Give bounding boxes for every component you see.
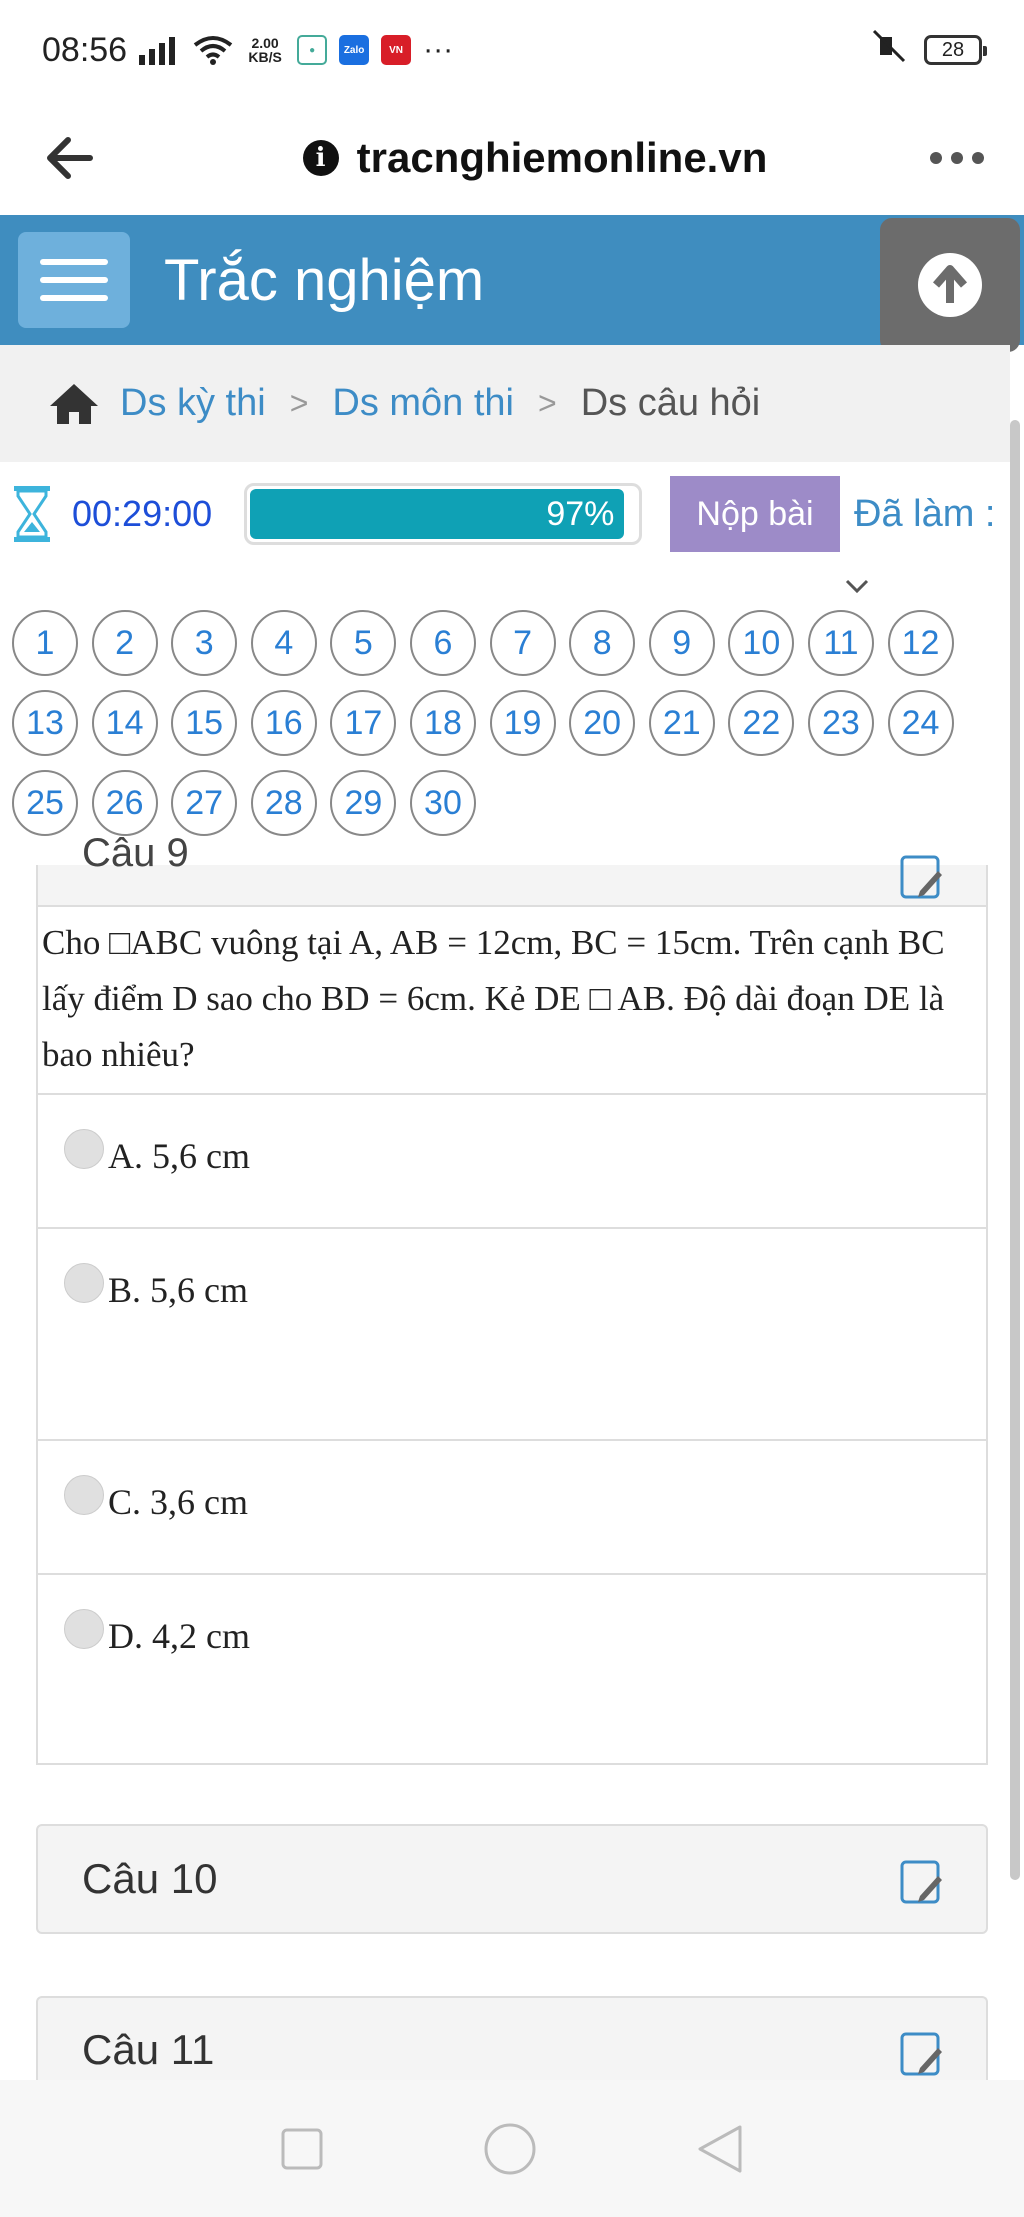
signal-icon [139,35,181,65]
breadcrumb-current: Ds câu hỏi [580,382,761,424]
answer-label: A. 5,6 cm [108,1136,250,1176]
question-card [36,831,988,1765]
question-title: Câu 10 [82,1855,218,1902]
question-number-button[interactable]: 25 [12,770,78,836]
url-bar[interactable] [140,134,930,182]
question-number-button[interactable]: 14 [92,690,158,756]
back-button-icon[interactable] [696,2124,744,2174]
question-number-button[interactable]: 20 [569,690,635,756]
question-number-button[interactable]: 28 [251,770,317,836]
question-number-button[interactable]: 8 [569,610,635,676]
question-number-button[interactable]: 27 [171,770,237,836]
status-time: 08:56 [42,30,128,69]
answer-label: B. 5,6 cm [108,1270,248,1310]
info-icon[interactable]: i [303,140,339,176]
question-number-button[interactable]: 29 [330,770,396,836]
question-number-button[interactable]: 18 [410,690,476,756]
question-number-button[interactable]: 15 [171,690,237,756]
question-number-button[interactable]: 17 [330,690,396,756]
answer-option-a[interactable] [38,1093,986,1227]
question-number-button[interactable]: 21 [649,690,715,756]
zalo-icon: Zalo [339,35,369,65]
scroll-to-top-button[interactable] [880,218,1020,352]
question-number-button[interactable]: 3 [171,610,237,676]
progress-bar [244,483,642,545]
chevron-right-icon: > [289,385,309,421]
radio-button[interactable] [64,1475,104,1515]
question-number-button[interactable]: 16 [251,690,317,756]
status-bar [0,0,1024,100]
progress-label: 97% [546,494,615,533]
net-speed-value: 2.00 [251,35,279,51]
countdown-timer: 00:29:00 [72,493,213,534]
answer-label: D. 4,2 cm [108,1616,250,1656]
hourglass-icon [12,486,52,542]
chevron-down-icon[interactable] [844,578,870,594]
question-number-button[interactable]: 23 [808,690,874,756]
question-number-button[interactable]: 2 [92,610,158,676]
battery-level: 28 [941,38,965,61]
question-text: Cho □ABC vuông tại A, AB = 12cm, BC = 15cm. Trên cạnh BC lấy điểm D sao cho BD = 6cm. Kẻ DE □ AB. Độ dài đoạn DE là bao nhiêu? [42,923,945,1074]
question-number-button[interactable]: 22 [728,690,794,756]
more-notifications: ··· [423,33,454,66]
radio-button[interactable] [64,1263,104,1303]
hamburger-menu-icon[interactable] [18,232,130,328]
question-number-button[interactable]: 7 [490,610,556,676]
progress-fill [250,489,624,539]
question-card-collapsed[interactable] [36,1824,988,1934]
edit-note-icon[interactable] [898,1858,946,1906]
system-navigation-bar [0,2080,1024,2217]
question-title: Câu 9 [82,831,189,875]
back-arrow-icon[interactable] [40,128,100,188]
chevron-right-icon: > [538,385,557,421]
question-number-button[interactable]: 5 [330,610,396,676]
question-card-collapsed[interactable] [36,1996,988,2080]
arrow-up-icon [918,253,982,317]
page-scrollbar[interactable] [1010,420,1020,1880]
question-number-button[interactable]: 12 [888,610,954,676]
submit-button[interactable]: Nộp bài [670,476,840,552]
net-speed [245,36,285,64]
home-button-icon[interactable] [483,2122,537,2176]
edit-note-icon[interactable] [898,2030,946,2078]
browser-bar [0,100,1024,215]
wifi-icon [193,35,233,65]
question-number-button[interactable]: 26 [92,770,158,836]
question-title: Câu 11 [82,2026,215,2073]
question-navigator [12,610,1012,836]
edit-note-icon[interactable] [898,853,946,901]
mute-icon [870,29,908,72]
question-number-button[interactable]: 24 [888,690,954,756]
answer-label: C. 3,6 cm [108,1482,248,1522]
radio-button[interactable] [64,1609,104,1649]
question-number-button[interactable]: 11 [808,610,874,676]
exam-status-row [0,470,1010,558]
question-number-button[interactable]: 4 [251,610,317,676]
question-card-header [38,831,986,907]
url-text: tracnghiemonline.vn [356,133,768,181]
news-app-icon: VN [381,35,411,65]
done-count-label: Đã làm : [854,492,996,535]
question-number-button[interactable]: 19 [490,690,556,756]
radio-button[interactable] [64,1129,104,1169]
answer-option-d[interactable] [38,1573,986,1769]
breadcrumb [0,345,1010,462]
more-options-icon[interactable] [930,152,984,164]
recent-apps-icon[interactable] [280,2127,324,2171]
breadcrumb-exams[interactable]: Ds kỳ thi [120,382,266,424]
question-number-button[interactable]: 30 [410,770,476,836]
question-number-button[interactable]: 1 [12,610,78,676]
breadcrumb-subjects[interactable]: Ds môn thi [332,382,515,424]
question-number-button[interactable]: 13 [12,690,78,756]
question-number-button[interactable]: 6 [410,610,476,676]
battery-icon [924,35,982,65]
answer-option-c[interactable] [38,1439,986,1573]
net-speed-unit: KB/S [248,49,282,65]
question-number-button[interactable]: 10 [728,610,794,676]
site-header [0,215,1024,345]
answer-option-b[interactable] [38,1227,986,1439]
home-icon[interactable] [48,382,100,426]
question-number-button[interactable]: 9 [649,610,715,676]
site-title: Trắc nghiệm [164,247,485,313]
app-notification-icon: ● [297,35,327,65]
